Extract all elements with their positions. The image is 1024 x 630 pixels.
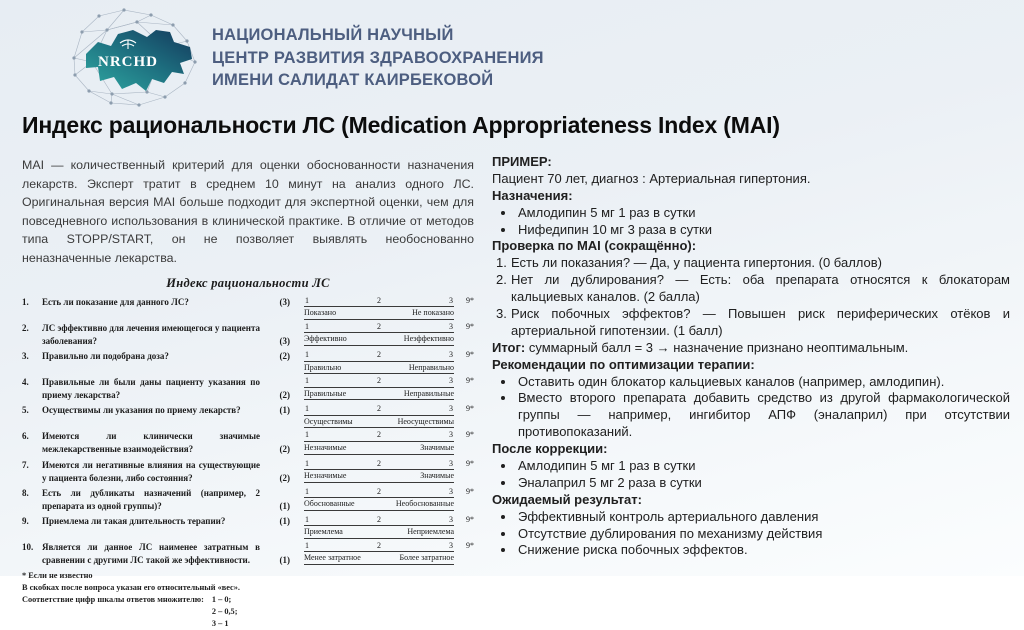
table-row: [22, 296, 474, 320]
unknown-mark: 9*: [466, 486, 474, 496]
scale-tick: 3: [449, 540, 453, 550]
unknown-mark: 9*: [466, 404, 474, 414]
scale-tick: 3: [449, 514, 453, 524]
scale-tick: 3: [449, 295, 453, 305]
bullet-item: • Вместо второго препарата добавить средство из другой фармакологической группы — например, ингибитор АПФ (эналаприл) при отсутствии противопоказаний.: [516, 390, 1010, 441]
rating-scale: [290, 376, 474, 400]
table-row: [22, 515, 474, 539]
scale-tick: 1: [305, 321, 309, 331]
bullet-item: • Оставить один блокатор кальциевых каналов (например, амлодипин).: [516, 374, 1010, 391]
example-heading: После коррекции:: [492, 441, 608, 457]
unknown-mark: 9*: [466, 514, 474, 524]
question-number: 2.: [22, 322, 29, 333]
scale-grid: [304, 376, 454, 400]
org-name-line: ИМЕНИ САЛИДАТ КАИРБЕКОВОЙ: [212, 71, 494, 90]
question-number: 1.: [22, 296, 29, 307]
scale-ticks: [304, 515, 454, 527]
question-number: 4.: [22, 377, 29, 388]
scale-label-right: Значимые: [420, 443, 454, 452]
scale-label-right: Более затратное: [399, 553, 454, 563]
scale-tick: 2: [377, 404, 381, 414]
scale-tick: 2: [377, 540, 381, 550]
numbered-item: Риск побочных эффектов? — Повышен риск периферических отёков и артериальной гипотензии. (1 балл): [511, 306, 1010, 338]
scale-tick: 1: [305, 458, 309, 468]
question-cell: [22, 404, 290, 417]
question-weight: (2): [279, 390, 290, 401]
scale-label-right: Неприемлема: [407, 527, 454, 537]
scale-label-right: Не показано: [412, 308, 454, 318]
scale-ticks: [304, 296, 454, 308]
scale-labels: [304, 498, 454, 511]
question-number: 8.: [22, 487, 29, 498]
bullet-item: • Эналаприл 5 мг 2 раза в сутки: [516, 475, 1010, 492]
scale-tick: 1: [305, 349, 309, 359]
table-row: [22, 404, 474, 428]
table-row: [22, 350, 474, 374]
scale-label-left: Приемлема: [304, 527, 343, 537]
scale-labels: [304, 552, 454, 565]
example-heading: Ожидаемый результат:: [492, 491, 642, 507]
question-weight: (1): [279, 554, 290, 565]
question-cell: [22, 296, 290, 309]
scale-tick: 1: [305, 514, 309, 524]
scale-tick: 3: [449, 404, 453, 414]
scale-tick: 3: [449, 349, 453, 359]
question-weight: (1): [279, 405, 290, 416]
scale-labels: [304, 333, 454, 346]
org-name-line: НАЦИОНАЛЬНЫЙ НАУЧНЫЙ: [212, 25, 454, 44]
question-cell: [22, 322, 290, 348]
scale-tick: 2: [377, 376, 381, 386]
scale-label-right: Неэффективно: [403, 334, 454, 344]
rating-scale: [290, 515, 474, 539]
scale-grid: [304, 296, 454, 320]
scale-grid: [304, 350, 454, 374]
footnote: В скобках после вопроса указан его относительный «вес».: [22, 582, 240, 592]
question-text: Правильно ли подобрана доза?: [42, 350, 169, 361]
question-text: ЛС эффективно для лечения имеющегося у пациента заболевания?: [42, 322, 260, 346]
example-summary: Итог: суммарный балл = 3 → назначение признано неоптимальным.: [492, 339, 909, 355]
question-text: Осуществимы ли указания по приему лекарств?: [42, 405, 241, 416]
scale-tick: 1: [305, 295, 309, 305]
unknown-mark: 9*: [466, 458, 474, 468]
question-cell: [22, 350, 290, 363]
multiplier-item: 1 – 0;: [211, 595, 232, 604]
question-number: 9.: [22, 515, 29, 526]
numbered-item: Нет ли дублирования? — Есть: оба препарата относятся к блокаторам кальциевых каналов. (2 балла): [511, 272, 1010, 305]
scale-ticks: [304, 541, 454, 553]
scale-ticks: [304, 459, 454, 471]
scale-ticks: [304, 487, 454, 499]
question-text: Приемлема ли такая длительность терапии?: [42, 515, 226, 526]
scale-label-left: Незначимые: [304, 471, 347, 481]
nrchd-logo: [52, 2, 204, 114]
scale-label-right: Неправильно: [408, 362, 454, 372]
multiplier-item: 2 – 0,5;: [211, 607, 238, 617]
bullet-item: • Снижение риска побочных эффектов.: [516, 542, 1010, 559]
unknown-mark: 9*: [466, 540, 474, 550]
rating-scale: [290, 487, 474, 511]
scale-tick: 3: [449, 321, 453, 331]
unknown-mark: 9*: [466, 321, 474, 331]
scale-tick: 3: [449, 376, 453, 386]
page-title: Индекс рациональности ЛС (Medication Appropriateness Index (MAI): [22, 112, 780, 138]
footnote: [22, 594, 474, 630]
scale-grid: [304, 541, 454, 565]
scale-ticks: [304, 430, 454, 442]
mai-table-footnotes: [22, 570, 474, 630]
bullet-item: • Эффективный контроль артериального давления: [516, 509, 1010, 526]
question-cell: [22, 515, 290, 528]
scale-labels: [304, 388, 454, 401]
scale-tick: 2: [377, 514, 381, 524]
example-content: [492, 150, 1010, 576]
question-weight: (2): [279, 472, 290, 483]
scale-label-left: Незначимые: [304, 443, 347, 452]
example-heading: Назначения:: [492, 187, 573, 203]
scale-label-right: Необоснованные: [395, 499, 454, 509]
scale-tick: 3: [449, 458, 453, 468]
scale-label-right: Значимые: [420, 471, 454, 481]
table-row: [22, 487, 474, 513]
scale-grid: [304, 487, 454, 511]
scale-grid: [304, 515, 454, 539]
scale-label-right: Неправильные: [403, 388, 454, 398]
scale-label-left: Менее затратное: [304, 553, 361, 563]
scale-tick: 1: [305, 404, 309, 414]
numbered-item: Есть ли показания? — Да, у пациента гипертония. (0 баллов): [511, 255, 882, 271]
question-number: 3.: [22, 350, 29, 361]
question-cell: [22, 430, 290, 456]
multiplier-item: 3 – 1: [211, 619, 229, 629]
question-text: Является ли данное ЛС наименее затратным в сравнении с другими ЛС такой же эффективности.: [42, 541, 260, 565]
scale-labels: [304, 362, 454, 375]
scale-ticks: [304, 350, 454, 362]
scale-tick: 2: [377, 458, 381, 468]
unknown-mark: 9*: [466, 430, 474, 440]
question-weight: (3): [279, 296, 290, 307]
question-number: 6.: [22, 431, 29, 442]
bullet-item: • Нифедипин 10 мг 3 раза в сутки: [516, 222, 1010, 239]
scale-label-left: Обоснованные: [304, 499, 355, 509]
table-row: [22, 459, 474, 485]
scale-labels: [304, 470, 454, 483]
footnote: * Если не известно: [22, 570, 93, 580]
rating-scale: [290, 541, 474, 565]
unknown-mark: 9*: [466, 349, 474, 359]
unknown-mark: 9*: [466, 376, 474, 386]
example-text: Пациент 70 лет, диагноз : Артериальная гипертония.: [492, 170, 811, 186]
scale-tick: 1: [305, 486, 309, 496]
scale-tick: 2: [377, 295, 381, 305]
scale-grid: [304, 322, 454, 346]
scale-tick: 2: [377, 349, 381, 359]
scale-labels: [304, 442, 454, 455]
question-number: 10.: [22, 541, 34, 552]
scale-tick: 1: [305, 430, 309, 440]
scale-ticks: [304, 404, 454, 416]
scale-tick: 2: [377, 430, 381, 440]
question-cell: [22, 541, 290, 567]
question-text: Правильные ли были даны пациенту указания по приему лекарства?: [42, 377, 260, 401]
scale-label-left: Правильно: [304, 362, 342, 372]
question-weight: (2): [279, 444, 290, 455]
scale-labels: [304, 416, 454, 429]
question-weight: (2): [279, 350, 290, 361]
question-text: Имеются ли клинически значимые межлекарственные взаимодействия?: [42, 431, 260, 455]
scale-grid: [304, 430, 454, 454]
rating-scale: [290, 322, 474, 346]
question-cell: [22, 487, 290, 513]
question-number: 5.: [22, 405, 29, 416]
scale-tick: 1: [305, 540, 309, 550]
table-row: [22, 376, 474, 402]
scale-labels: [304, 526, 454, 539]
mai-table-rows: [22, 296, 474, 567]
mai-table: [22, 276, 474, 630]
scale-tick: 2: [377, 321, 381, 331]
bullet-list: [492, 205, 1010, 239]
scale-ticks: [304, 322, 454, 334]
mai-table-title: Индекс рациональности ЛС: [166, 275, 330, 290]
question-weight: (3): [279, 335, 290, 346]
example-heading: Проверка по MAI (сокращённо):: [492, 238, 697, 254]
scale-labels: [304, 307, 454, 320]
scale-label-left: Осуществимы: [304, 416, 353, 426]
scale-label-left: Правильные: [304, 388, 347, 398]
rating-scale: [290, 404, 474, 428]
rating-scale: [290, 350, 474, 374]
left-column: [22, 150, 474, 629]
bullet-item: • Отсутствие дублирования по механизму действия: [516, 526, 1010, 543]
org-name-line: ЦЕНТР РАЗВИТИЯ ЗДРАВООХРАНЕНИЯ: [212, 48, 544, 67]
question-text: Есть ли дубликаты назначений (например, 2 препарата из одной группы)?: [42, 487, 260, 511]
question-cell: [22, 459, 290, 485]
logo-text: NRCHD: [98, 54, 158, 70]
header: [52, 2, 544, 114]
table-row: [22, 322, 474, 348]
bullet-list: [492, 509, 1010, 560]
rating-scale: [290, 296, 474, 320]
scale-tick: 3: [449, 430, 453, 440]
scale-grid: [304, 404, 454, 428]
bullet-item: • Амлодипин 5 мг 1 раз в сутки: [516, 205, 1010, 222]
scale-label-right: Неосуществимы: [397, 416, 454, 426]
scale-tick: 3: [449, 486, 453, 496]
table-row: [22, 541, 474, 567]
question-weight: (1): [279, 515, 290, 526]
table-row: [22, 430, 474, 456]
question-cell: [22, 376, 290, 402]
unknown-mark: 9*: [466, 295, 474, 305]
question-text: Есть ли показание для данного ЛС?: [42, 296, 189, 307]
numbered-list: [492, 255, 1010, 339]
bullet-list: [492, 458, 1010, 492]
mai-description: MAI — количественный критерий для оценки обоснованности назначения лекарств. Эксперт тратит в среднем 10 минут на анализ одного ЛС. Оригинальная версия MAI больше подходит для экспертной оценки, чем для повседневного использования в клинической практике. В отличие от методов типа STOPP/START, он не позволяет выявлять необоснованно неназначенные лекарства.: [22, 158, 474, 266]
scale-tick: 1: [305, 376, 309, 386]
question-number: 7.: [22, 459, 29, 470]
scale-label-left: Показано: [304, 308, 337, 318]
scale-grid: [304, 459, 454, 483]
example-heading: Рекомендации по оптимизации терапии:: [492, 356, 755, 372]
footnote-label: Соответствие цифр шкалы ответов множителю:: [22, 595, 204, 604]
rating-scale: [290, 459, 474, 483]
scale-tick: 2: [377, 486, 381, 496]
scale-ticks: [304, 376, 454, 388]
slide-body: [22, 150, 1010, 629]
scale-label-left: Эффективно: [304, 334, 347, 344]
rating-scale: [290, 430, 474, 454]
multiplier-list: [212, 594, 238, 630]
bullet-item: • Амлодипин 5 мг 1 раз в сутки: [516, 458, 1010, 475]
question-weight: (1): [279, 500, 290, 511]
bullet-list: [492, 374, 1010, 442]
example-heading: ПРИМЕР:: [492, 154, 552, 169]
org-name: [212, 24, 544, 92]
question-text: Имеются ли негативные влияния на существующие у пациента болезни, либо состояния?: [42, 459, 260, 483]
